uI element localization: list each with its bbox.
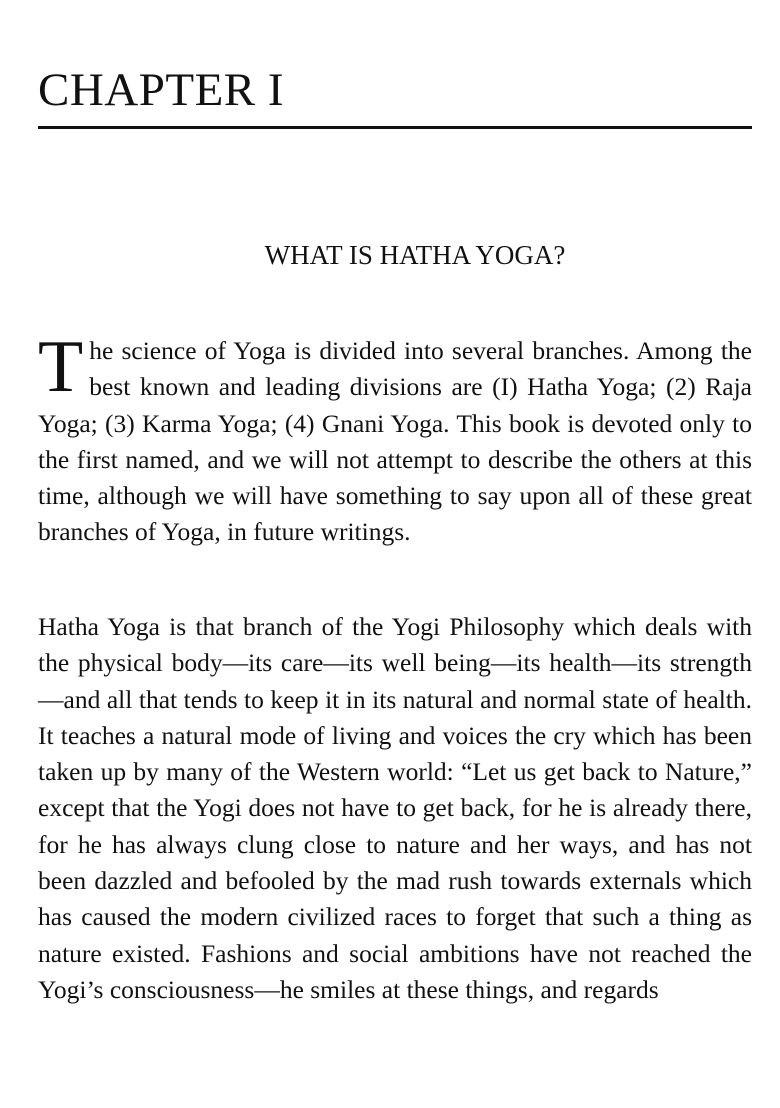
paragraph-1-text: he science of Yoga is divided into several branches. Among the best known and leading divisions are (I) Hatha Yoga; (2) Raja Yoga; (3) Karma Yoga; (4) Gnani Yoga. This book is devoted only to the first named, and we will not attempt to describe the others at this time, although we will have something to say upon all of these great branches of Yoga, in future writings. bbox=[38, 336, 752, 547]
chapter-divider bbox=[38, 126, 752, 129]
chapter-title: CHAPTER I bbox=[38, 64, 285, 116]
paragraph-2: Hatha Yoga is that branch of the Yogi Philosophy which deals with the physical body—its care—its well being—its health—its strength—and all that tends to keep it in its natural and normal state of health. It teaches a natural mode of living and voices the cry which has been taken up by many of the Western world: “Let us get back to Nature,” except that the Yogi does not have to get back, for he is already there, for he has always clung close to nature and her ways, and has not been dazzled and befooled by the mad rush towards externals which has caused the modern civilized races to forget that such a thing as nature existed. Fashions and social ambitions have not reached the Yogi’s consciousness—he smiles at these things, and regards bbox=[38, 612, 752, 1004]
paragraph-1 bbox=[38, 326, 752, 551]
drop-cap: T bbox=[38, 326, 84, 408]
section-heading: WHAT IS HATHA YOGA? bbox=[264, 240, 566, 270]
